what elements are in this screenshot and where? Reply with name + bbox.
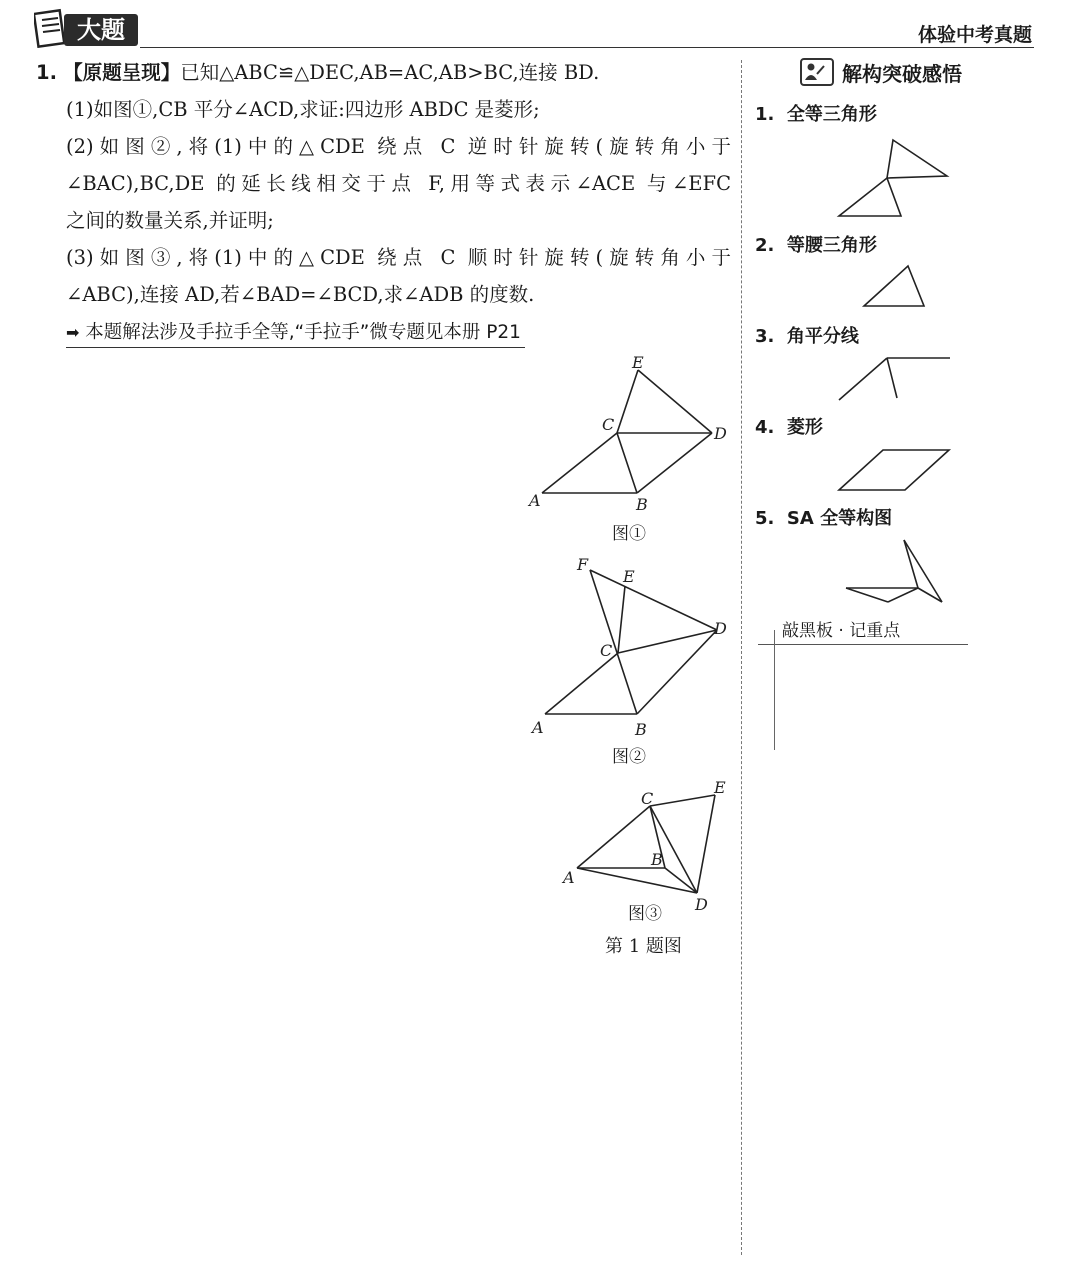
blackboard-notes: [758, 620, 968, 645]
sidebar-item-4: [755, 413, 823, 439]
fig1-label-a: A: [529, 491, 541, 510]
sidebar-item-label: 全等三角形: [786, 104, 877, 125]
fig2-label-a: A: [532, 718, 544, 737]
sidebar-item-label: 角平分线: [786, 326, 859, 347]
sidebar-item-2: [755, 231, 877, 257]
blackboard-rule: [758, 644, 968, 645]
section-badge: [34, 8, 142, 48]
question-number: 1.: [36, 61, 57, 84]
fig2-label-c: C: [600, 641, 613, 660]
question-part-2c: 之间的数量关系,并证明;: [66, 209, 274, 232]
figure-2: [520, 552, 740, 742]
figure-2-caption: 图②: [612, 747, 646, 767]
fig2-label-e: E: [623, 567, 635, 586]
blackboard-title: 敲黑板 · 记重点: [782, 621, 901, 641]
figure-1: [520, 350, 740, 520]
rhombus-sketch: [835, 446, 955, 494]
fig3-label-e: E: [714, 778, 726, 797]
fig1-label-e: E: [632, 353, 644, 372]
fig2-label-d: D: [714, 619, 727, 638]
header-title: 体验中考真题: [917, 24, 1032, 46]
teacher-board-icon: [800, 58, 834, 86]
sidebar-item-label: 等腰三角形: [786, 235, 877, 256]
fig1-label-b: B: [636, 495, 648, 514]
sidebar-item-number: 1.: [755, 104, 775, 125]
sidebar-item-label: SA 全等构图: [786, 508, 893, 529]
figure-3-caption: 图③: [628, 904, 662, 924]
question-part-2a: (2)如图②,将(1)中的△CDE 绕点 C 逆时针旋转(旋转角小于: [66, 135, 731, 158]
figure-1-caption: 图①: [612, 524, 646, 544]
sidebar-item-5: [755, 504, 892, 530]
fig1-label-d: D: [714, 424, 727, 443]
section-badge-label: 大题: [64, 14, 138, 46]
method-note-text: 本题解法涉及手拉手全等,“手拉手”微专题见本册 P21: [85, 322, 521, 343]
angle-bisector-sketch: [835, 352, 955, 404]
sa-congruence-sketch: [840, 536, 950, 608]
blackboard-margin-line: [774, 630, 775, 750]
question-stem: 已知△ABC≌△DEC,AB=AC,AB>BC,连接 BD.: [180, 61, 600, 84]
sidebar-item-number: 2.: [755, 235, 775, 256]
question-part-3b: ∠ABC),连接 AD,若∠BAD=∠BCD,求∠ADB 的度数.: [66, 283, 535, 306]
sidebar-title-text: 解构突破感悟: [842, 62, 962, 86]
sidebar-item-number: 4.: [755, 417, 775, 438]
congruent-triangles-sketch: [835, 132, 955, 222]
fig2-label-f: F: [577, 555, 589, 574]
fig2-label-b: B: [635, 720, 647, 739]
question-part-3a: (3)如图③,将(1)中的△CDE 绕点 C 顺时针旋转(旋转角小于: [66, 246, 731, 269]
question-part-2b: ∠BAC),BC,DE 的延长线相交于点 F,用等式表示∠ACE 与∠EFC: [66, 172, 731, 195]
book-icon: [34, 8, 68, 48]
fig3-label-b: B: [651, 850, 663, 869]
sidebar-item-number: 3.: [755, 326, 775, 347]
figure-3: [555, 778, 745, 913]
sidebar-item-label: 菱形: [786, 417, 823, 438]
sidebar-item-number: 5.: [755, 508, 775, 529]
sidebar-title: [800, 58, 962, 87]
sidebar-item-1: [755, 100, 877, 126]
column-divider: [741, 60, 742, 1255]
figures-caption: 第 1 题图: [605, 936, 682, 957]
header-rule: [140, 47, 1034, 48]
fig3-label-d: D: [695, 895, 708, 913]
method-note[interactable]: [66, 319, 525, 348]
fig3-label-c: C: [641, 789, 654, 808]
question-stem-line: [36, 54, 731, 91]
arrow-right-icon: ➡: [66, 323, 80, 342]
fig3-label-a: A: [563, 868, 575, 887]
isosceles-triangle-sketch: [860, 262, 930, 312]
question-block: [36, 54, 731, 350]
question-part-1: (1)如图①,CB 平分∠ACD,求证:四边形 ABDC 是菱形;: [66, 98, 540, 121]
fig1-label-c: C: [602, 415, 615, 434]
sidebar-item-3: [755, 322, 859, 348]
question-tag: 【原题呈现】: [63, 61, 181, 84]
